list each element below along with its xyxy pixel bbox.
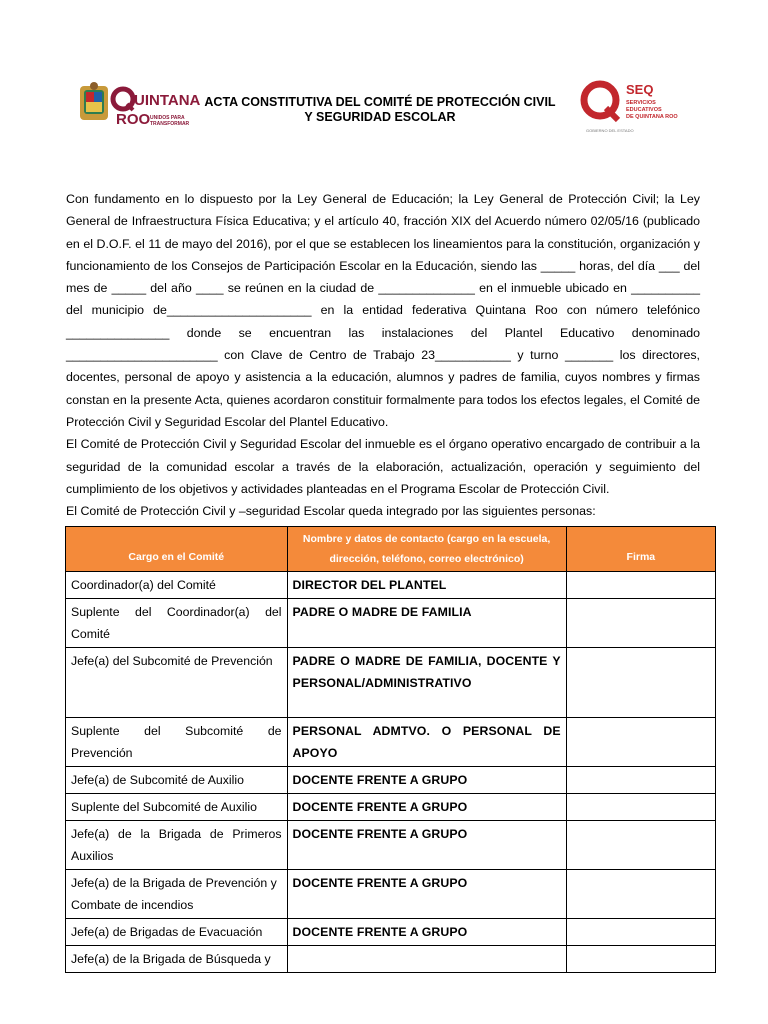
title-line-1: ACTA CONSTITUTIVA DEL COMITÉ DE PROTECCIÓN CIVIL bbox=[204, 95, 556, 109]
firma-cell[interactable] bbox=[566, 572, 715, 599]
nombre-cell[interactable]: DOCENTE FRENTE A GRUPO bbox=[287, 919, 566, 946]
nombre-cell[interactable]: DOCENTE FRENTE A GRUPO bbox=[287, 794, 566, 821]
nombre-cell[interactable]: PERSONAL ADMTVO. O PERSONAL DE APOYO bbox=[287, 718, 566, 767]
svg-text:SERVICIOS: SERVICIOS bbox=[626, 100, 656, 106]
svg-text:EDUCATIVOS: EDUCATIVOS bbox=[626, 107, 662, 113]
header-nombre: Nombre y datos de contacto (cargo en la escuela, dirección, teléfono, correo electrónico) bbox=[287, 527, 566, 572]
table-row bbox=[66, 794, 716, 821]
paragraph-fundamento: Con fundamento en lo dispuesto por la Ley General de Educación; la Ley General de Protección Civil; la Ley General de Infraestructura Física Educativa; y el artículo 40, fracción XIX del Acuerdo número 02/05/16 (publicado en el D.O.F. el 11 de mayo del 2016), por el que se establecen los lineamientos para la constitución, organización y funcionamiento de los Consejos de Participación Escolar en la Educación, siendo las _____ horas, del día ___ del mes de _____ del año ____ se reúnen en la ciudad de ______________ en el inmueble ubicado en __________ del municipio de_____________________ en la entidad federativa Quintana Roo con número telefónico _______________ donde se encuentran las instalaciones del Plantel Educativo denominado ______________________ con Clave de Centro de Trabajo 23___________ y turno _______ los directores, docentes, personal de apoyo y asistencia a la educación, alumnos y padres de familia, cuyos nombres y firmas constan en la presente Acta, quienes acordaron constituir formalmente para todos los efectos legales, el Comité de Protección Civil y Seguridad Escolar del Plantel Educativo. bbox=[66, 192, 700, 429]
svg-text:GOBIERNO DEL ESTADO: GOBIERNO DEL ESTADO bbox=[586, 128, 634, 133]
firma-cell[interactable] bbox=[566, 946, 715, 973]
quintana-roo-logo-icon bbox=[76, 78, 201, 130]
seq-logo bbox=[566, 72, 686, 136]
table-row bbox=[66, 767, 716, 794]
header-firma: Firma bbox=[566, 527, 715, 572]
nombre-cell[interactable]: DOCENTE FRENTE A GRUPO bbox=[287, 767, 566, 794]
paragraph-integrantes-intro: El Comité de Protección Civil y –seguridad Escolar queda integrado por las siguientes personas: bbox=[66, 504, 596, 519]
nombre-cell[interactable]: DOCENTE FRENTE A GRUPO bbox=[287, 870, 566, 919]
quintana-roo-logo bbox=[76, 78, 201, 130]
document-title bbox=[190, 95, 570, 125]
cargo-cell: Jefe(a) de la Brigada de Prevención y Combate de incendios bbox=[66, 870, 288, 919]
header-cargo: Cargo en el Comité bbox=[66, 527, 288, 572]
firma-cell[interactable] bbox=[566, 718, 715, 767]
table-row bbox=[66, 718, 716, 767]
firma-cell[interactable] bbox=[566, 794, 715, 821]
svg-text:TRANSFORMAR: TRANSFORMAR bbox=[150, 121, 190, 127]
table-row bbox=[66, 599, 716, 648]
svg-text:ROO: ROO bbox=[116, 111, 151, 128]
firma-cell[interactable] bbox=[566, 767, 715, 794]
table-row bbox=[66, 648, 716, 718]
title-line-2: Y SEGURIDAD ESCOLAR bbox=[304, 110, 456, 124]
table-row bbox=[66, 572, 716, 599]
firma-cell[interactable] bbox=[566, 919, 715, 946]
firma-cell[interactable] bbox=[566, 821, 715, 870]
nombre-cell[interactable]: PADRE O MADRE DE FAMILIA bbox=[287, 599, 566, 648]
table-row bbox=[66, 919, 716, 946]
nombre-cell[interactable]: PADRE O MADRE DE FAMILIA, DOCENTE Y PERSONAL/ADMINISTRATIVO bbox=[287, 648, 566, 718]
svg-text:UNIDOS PARA: UNIDOS PARA bbox=[150, 115, 185, 121]
document-body bbox=[66, 188, 700, 522]
nombre-cell[interactable]: DOCENTE FRENTE A GRUPO bbox=[287, 821, 566, 870]
paragraph-comite-description: El Comité de Protección Civil y Seguridad Escolar del inmueble es el órgano operativo encargado de contribuir a la seguridad de la comunidad escolar a través de la elaboración, actualización, operación y seguimiento del cumplimiento de los objetivos y actividades planteadas en el Programa Escolar de Protección Civil. bbox=[66, 437, 700, 496]
cargo-cell: Jefe(a) del Subcomité de Prevención bbox=[66, 648, 288, 718]
table-row bbox=[66, 946, 716, 973]
cargo-cell: Suplente del Subcomité de Auxilio bbox=[66, 794, 288, 821]
cargo-cell: Suplente del Subcomité de Prevención bbox=[66, 718, 288, 767]
firma-cell[interactable] bbox=[566, 599, 715, 648]
cargo-cell: Suplente del Coordinador(a) del Comité bbox=[66, 599, 288, 648]
cargo-cell: Jefe(a) de Subcomité de Auxilio bbox=[66, 767, 288, 794]
cargo-cell: Jefe(a) de Brigadas de Evacuación bbox=[66, 919, 288, 946]
committee-table bbox=[65, 526, 716, 973]
table-row bbox=[66, 870, 716, 919]
cargo-cell: Jefe(a) de la Brigada de Primeros Auxilios bbox=[66, 821, 288, 870]
firma-cell[interactable] bbox=[566, 870, 715, 919]
svg-text:DE QUINTANA ROO: DE QUINTANA ROO bbox=[626, 114, 678, 120]
svg-text:UINTANA: UINTANA bbox=[134, 92, 201, 109]
svg-text:SEQ: SEQ bbox=[626, 82, 654, 97]
seq-logo-icon bbox=[566, 72, 686, 136]
cargo-cell: Coordinador(a) del Comité bbox=[66, 572, 288, 599]
nombre-cell[interactable] bbox=[287, 946, 566, 973]
firma-cell[interactable] bbox=[566, 648, 715, 718]
table-row bbox=[66, 821, 716, 870]
nombre-cell[interactable]: DIRECTOR DEL PLANTEL bbox=[287, 572, 566, 599]
table-header-row bbox=[66, 527, 716, 572]
cargo-cell: Jefe(a) de la Brigada de Búsqueda y bbox=[66, 946, 288, 973]
